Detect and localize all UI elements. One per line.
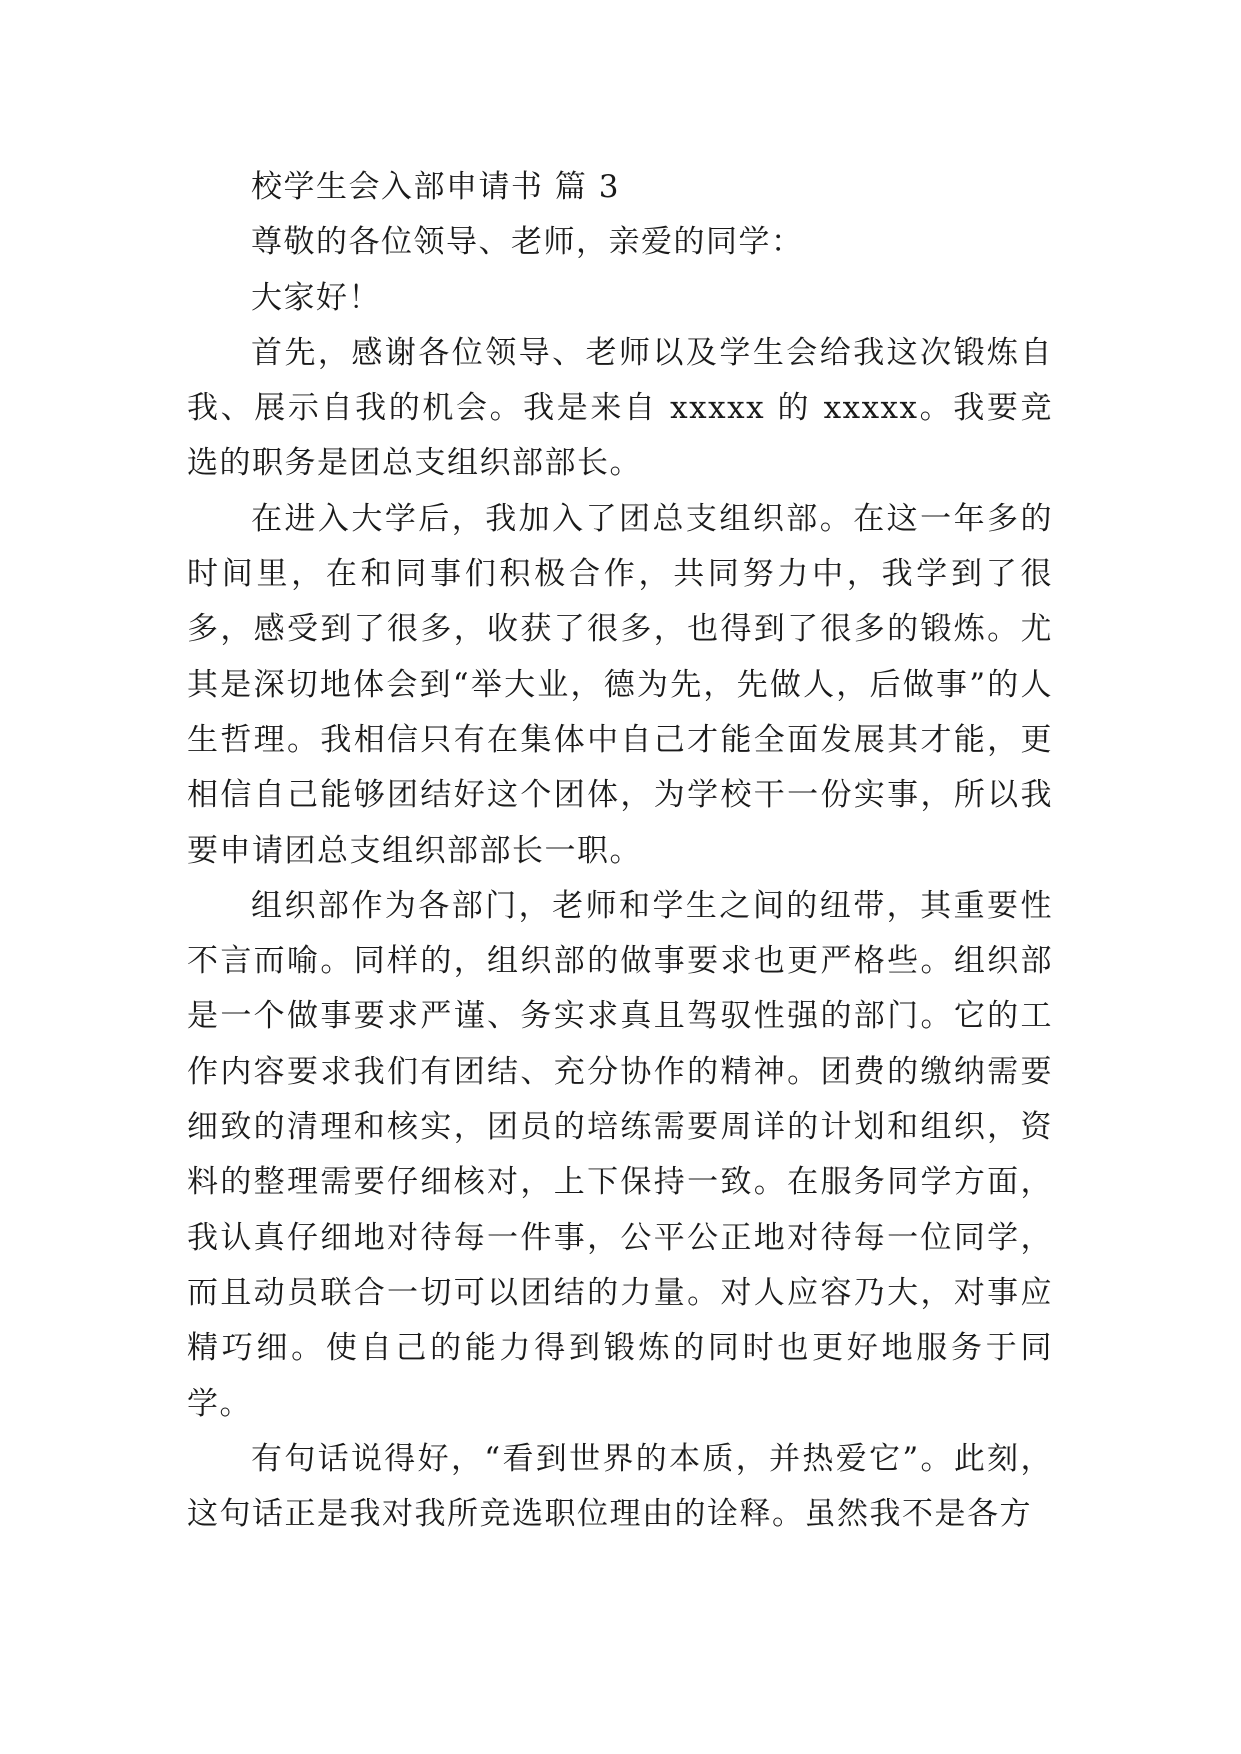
greeting: 大家好！ [251,279,381,316]
paragraph: 首先，感谢各位领导、老师以及学生会给我这次锻炼自我、展示自我的机会。我是来自 xxxxx 的 xxxxx。我要竞选的职务是团总支组织部部长。 [187,334,1053,482]
paragraph: 在进入大学后，我加入了团总支组织部。在这一年多的时间里，在和同事们积极合作，共同努力中，我学到了很多，感受到了很多，收获了很多，也得到了很多的锻炼。尤其是深切地体会到“举大业，德为先，先做人，后做事”的人生哲理。我相信只有在集体中自己才能全面发展其才能，更相信自己能够团结好这个团体，为学校干一份实事，所以我要申请团总支组织部部长一职。 [187,500,1053,869]
salutation: 尊敬的各位领导、老师，亲爱的同学： [251,224,804,261]
paragraph: 有句话说得好，“看到世界的本质，并热爱它”。此刻，这句话正是我对我所竞选职位理由的诠释。虽然我不是各方 [187,1440,1053,1533]
document-body [187,160,1053,1542]
document-title: 校学生会入部申请书 篇 3 [251,169,620,205]
paragraph: 组织部作为各部门，老师和学生之间的纽带，其重要性不言而喻。同样的，组织部的做事要求也更严格些。组织部是一个做事要求严谨、务实求真且驾驭性强的部门。它的工作内容要求我们有团结、充分协作的精神。团费的缴纳需要细致的清理和核实，团员的培练需要周详的计划和组织，资料的整理需要仔细核对，上下保持一致。在服务同学方面，我认真仔细地对待每一件事，公平公正地对待每一位同学，而且动员联合一切可以团结的力量。对人应容乃大，对事应精巧细。使自己的能力得到锻炼的同时也更好地服务于同学。 [187,887,1053,1422]
